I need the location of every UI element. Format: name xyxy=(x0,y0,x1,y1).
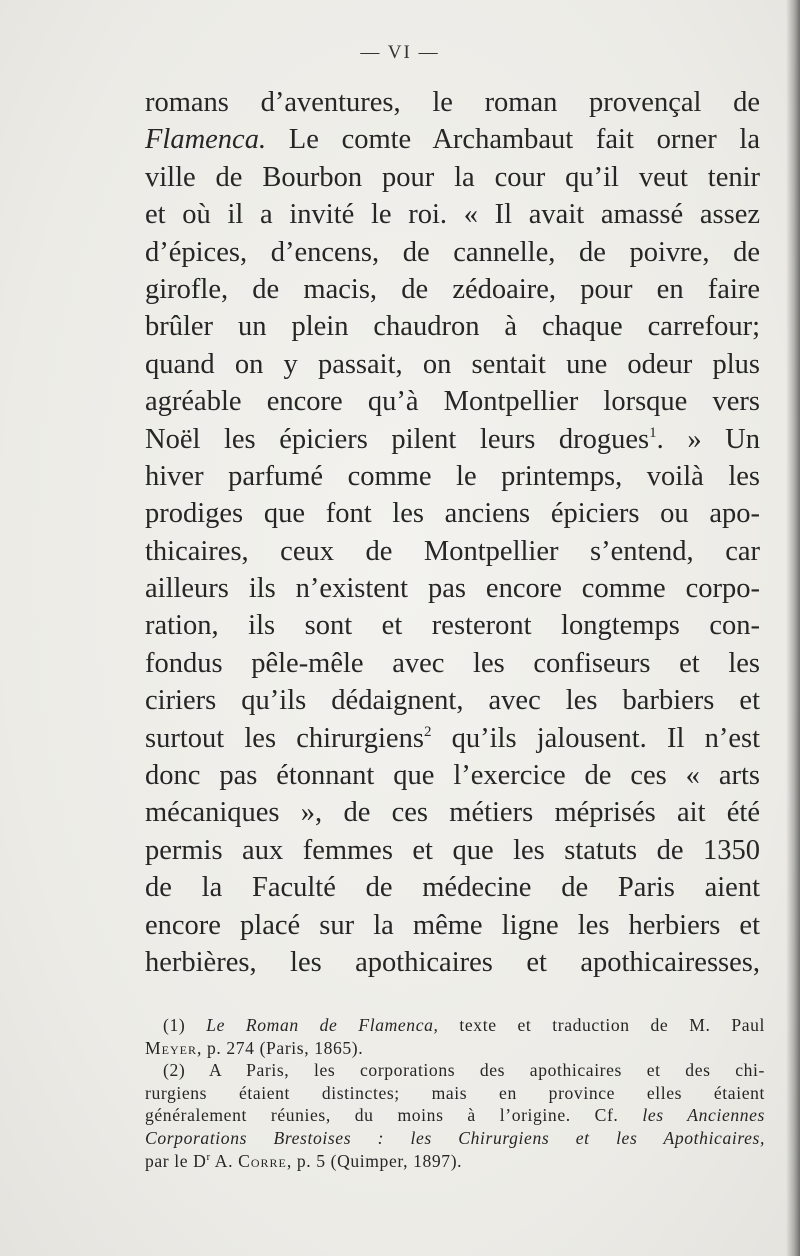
footnote-title-italic: Le Roman de Flamenca, xyxy=(206,1015,439,1035)
footnote-ref-2[interactable]: 2 xyxy=(423,723,432,740)
body-line: ration, ils sont et resteront longtemps con- xyxy=(145,610,760,642)
footnote-label: (1) xyxy=(163,1015,186,1035)
body-line: hiver parfumé comme le printemps, voilà les xyxy=(145,460,760,492)
body-line: mécaniques », de ces métiers méprisés ait été xyxy=(145,797,760,829)
footnote-text: texte et traduction de M. Paul xyxy=(438,1015,766,1035)
body-line: donc pas étonnant que l’exercice de ces « arts xyxy=(145,760,760,792)
body-line: romans d’aventures, le roman provençal de xyxy=(145,87,760,118)
footnote-text: généralement réunies, du moins à l’origine. Cf. xyxy=(145,1105,643,1126)
footnote-2-line xyxy=(145,1150,765,1173)
footnote-2-line xyxy=(145,1127,765,1150)
body-line: quand on y passait, on sentait une odeur plus xyxy=(145,348,760,380)
body-line: et où il a invité le roi. « Il avait amassé assez xyxy=(145,199,760,231)
body-line-text: surtout les chirurgiens xyxy=(145,722,424,754)
body-line: girofle, de macis, de zédoaire, pour en faire xyxy=(145,273,760,305)
body-line: ville de Bourbon pour la cour qu’il veut tenir xyxy=(145,161,760,193)
body-line: brûler un plein chaudron à chaque carrefour; xyxy=(145,311,760,343)
body-line xyxy=(145,421,760,458)
footnote-text: , p. 5 (Quimper, 1897). xyxy=(286,1150,463,1171)
footnote-text: par le D xyxy=(145,1150,207,1171)
footnote-1-line xyxy=(145,1014,765,1037)
body-line: prodiges que font les anciens épiciers ou apo- xyxy=(145,498,760,530)
footnote-label: (2) xyxy=(163,1060,186,1081)
body-line: fondus pêle-mêle avec les confiseurs et les xyxy=(145,647,760,679)
body-line: de la Faculté de médecine de Paris aient xyxy=(145,872,760,904)
footnotes xyxy=(145,1014,765,1172)
footnote-ref-1[interactable]: 1 xyxy=(649,424,657,441)
page-number: — VI — xyxy=(360,42,440,63)
body-line: herbières, les apothicaires et apothicairesses, xyxy=(145,946,760,978)
body-line: encore placé sur la même ligne les herbiers et xyxy=(145,909,760,941)
body-line xyxy=(145,720,760,757)
body-line-text: Noël les épiciers pilent leurs drogues xyxy=(145,423,650,455)
footnote-1-line xyxy=(145,1037,765,1060)
body-line-text: qu’ils jalousent. Il n’est xyxy=(431,722,760,754)
body-line: thicaires, ceux de Montpellier s’entend, car xyxy=(145,535,760,567)
body-text xyxy=(145,84,760,981)
work-title-italic: Flamenca. xyxy=(145,124,267,156)
footnote-author: Corre xyxy=(238,1150,287,1171)
footnote-title-italic: Corporations Brestoises : les Chirurgiens et les Apothicaires, xyxy=(145,1127,765,1148)
footnote-title-italic: les Anciennes xyxy=(642,1105,765,1126)
footnote-author: Meyer xyxy=(145,1037,197,1058)
body-line: ciriers qu’ils dédaignent, avec les barbiers et xyxy=(145,685,760,717)
footnote-2-line: rurgiens étaient distinctes; mais en province elles étaient xyxy=(145,1082,765,1103)
body-line-text: Le comte Archambaut fait orner la xyxy=(266,124,760,156)
footnote-2-line xyxy=(145,1104,765,1127)
body-line: permis aux femmes et que les statuts de 1350 xyxy=(145,834,760,866)
body-line: agréable encore qu’à Montpellier lorsque vers xyxy=(145,386,760,418)
body-line: d’épices, d’encens, de cannelle, de poivre, de xyxy=(145,236,760,268)
footnote-text: A. xyxy=(210,1150,239,1171)
body-line: ailleurs ils n’existent pas encore comme corpo- xyxy=(145,573,760,605)
footnote-text: A Paris, les corporations des apothicaires et des chi- xyxy=(185,1060,765,1081)
body-line-text: . » Un xyxy=(656,423,760,455)
footnote-2-line xyxy=(145,1059,765,1082)
page-edge-shadow xyxy=(786,0,800,1256)
body-line xyxy=(145,121,760,158)
footnote-text: , p. 274 (Paris, 1865). xyxy=(196,1037,364,1058)
footnote-superscript: r xyxy=(206,1150,211,1163)
